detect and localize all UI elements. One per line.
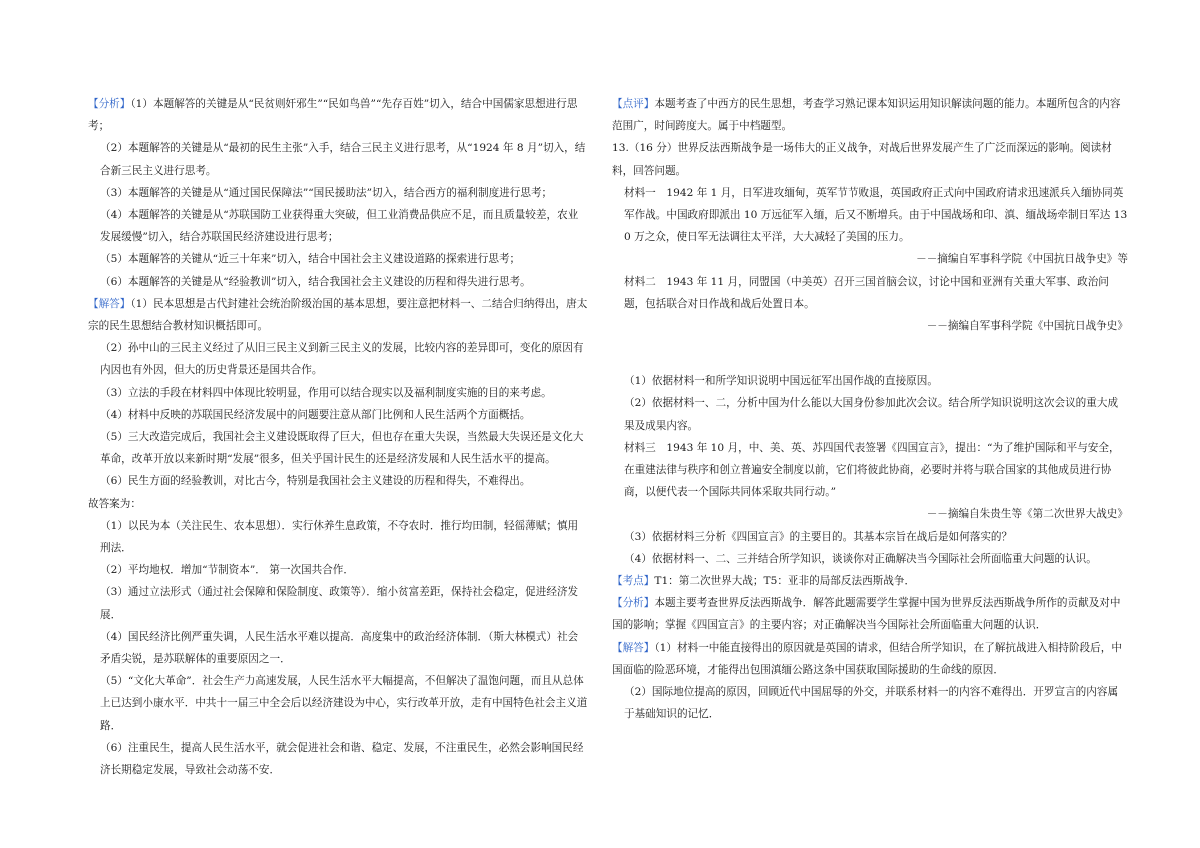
section-tag: 【解答】 [612, 641, 655, 654]
paragraph-text: －－摘编自朱贵生等《第二次世界大战史》 [926, 508, 1128, 521]
paragraph [88, 271, 588, 293]
paragraph [88, 293, 588, 337]
paragraph [88, 426, 588, 470]
paragraph-text: （5）本题解答的关键从“近三十年来”切入，结合中国社会主义建设道路的探索进行思考； [100, 253, 521, 266]
paragraph-text: （1）材料一中能直接得出的原因就是英国的请求，但结合所学知识，在了解抗战进入相持阶段后，中国面临的险恶环境，才能得出包围滇缅公路这条中国获取国际援助的生命线的原因． [612, 641, 1122, 676]
paragraph [88, 626, 588, 670]
paragraph [612, 271, 1128, 315]
paragraph-text: （6）本题解答的关键是从“经验教训”切入，结合我国社会主义建设的历程和得失进行思考。 [100, 275, 531, 288]
section-tag: 【解答】 [88, 297, 131, 310]
paragraph-text: －－摘编自军事科学院《中国抗日战争史》 [926, 320, 1128, 333]
paragraph-text: （4）材料中反映的苏联国民经济发展中的问题要注意从部门比例和人民生活两个方面概括。 [100, 408, 531, 421]
paragraph-text: （4）国民经济比例严重失调，人民生活水平难以提高．高度集中的政治经济体制．（斯大林模式）社会矛盾尖锐，是苏联解体的重要原因之一． [100, 630, 579, 666]
paragraph [88, 137, 588, 181]
paragraph-text: 材料一 1942 年 1 月，日军进攻缅甸，英军节节败退，英国政府正式向中国政府请求迅速派兵入缅协同英军作战。中国政府即派出 10 万远征军入缅，后又不断增兵。由于中国战场和印、滇、缅战场牵制日军达 130 万之众，使日军无法调往太平洋，大大减轻了美国的压力。 [624, 186, 1128, 244]
paragraph [88, 515, 588, 559]
paragraph-text: （1）民本思想是古代封建社会统治阶级治国的基本思想，要注意把材料一、二结合归纳得出，唐太宗的民生思想结合教材知识概括即可。 [88, 297, 588, 333]
paragraph-text: （2）本题解答的关键是从“最初的民生主张”入手，结合三民主义进行思考，从“1924 年 8 月”切入，结合新三民主义进行思考。 [100, 142, 586, 177]
paragraph-text: （2）孙中山的三民主义经过了从旧三民主义到新三民主义的发展，比较内容的差异即可，变化的原因有内因也有外因，但大的历史背景还是国共合作。 [100, 342, 584, 377]
paragraph [612, 437, 1128, 504]
paragraph [88, 248, 588, 270]
paragraph-text: （2）依据材料一、二，分析中国为什么能以大国身份参加此次会议。结合所学知识说明这次会议的重大成果及成果内容。 [624, 397, 1119, 432]
paragraph-text: （1）依据材料一和所学知识说明中国远征军出国作战的直接原因。 [624, 375, 938, 388]
section-tag: 【点评】 [612, 98, 655, 110]
paragraph-text: （2）国际地位提高的原因，回顾近代中国屈辱的外交，并联系材料一的内容不难得出．开罗宣言的内容属于基础知识的记忆． [624, 686, 1119, 721]
section-tag: 【分析】 [612, 597, 655, 610]
paragraph [612, 570, 1128, 592]
paragraph-text: （1）以民为本（关注民生、农本思想）．实行休养生息政策，不夺农时．推行均田制，轻徭薄赋；慎用刑法． [100, 519, 579, 555]
paragraph [612, 637, 1128, 681]
paragraph-text: （3）依据材料三分析《四国宣言》的主要目的。其基本宗旨在战后是如何落实的？ [624, 530, 1013, 543]
paragraph-text: 故答案为： [88, 497, 141, 510]
left-column [88, 93, 588, 781]
paragraph [612, 182, 1128, 249]
paragraph [612, 526, 1128, 548]
paragraph-text: （2）平均地权．增加“节制资本”． 第一次国共合作． [100, 564, 354, 577]
paragraph [612, 548, 1128, 570]
paragraph [88, 470, 588, 492]
paragraph-text: －－摘编自军事科学院《中国抗日战争史》等 [916, 253, 1128, 266]
paragraph-text: T1：第二次世界大战；T5：亚非的局部反法西斯战争． [654, 575, 916, 588]
paragraph [612, 93, 1128, 137]
paragraph [88, 737, 588, 781]
paragraph [88, 93, 588, 137]
paragraph-text: 本题考查了中西方的民生思想，考查学习熟记课本知识运用知识解读问题的能力。本题所包含的内容范围广，时间跨度大。属于中档题型。 [612, 98, 1121, 133]
right-column [612, 93, 1128, 725]
paragraph-text: 13.（16 分）世界反法西斯战争是一场伟大的正义战争，对战后世界发展产生了广泛而深远的影响。阅读材料，回答问题。 [612, 142, 1112, 177]
paragraph [88, 670, 588, 737]
paragraph [88, 581, 588, 625]
paragraph-text: （3）本题解答的关键是从“通过国民保障法”“国民援助法”切入，结合西方的福利制度进行思考； [100, 186, 553, 199]
paragraph [612, 592, 1128, 636]
paragraph [612, 315, 1128, 337]
paragraph-text: （4）依据材料一、二、三并结合所学知识，谈谈你对正确解决当今国际社会所面临重大问题的认识。 [624, 552, 1097, 565]
paragraph [612, 503, 1128, 525]
paragraph-text: （6）注重民生，提高人民生活水平，就会促进社会和谐、稳定、发展，不注重民生，必然会影响国民经济长期稳定发展，导致社会动荡不安． [100, 741, 584, 777]
paragraph-text: （5）“文化大革命”．社会生产力高速发展，人民生活水平大幅提高，不但解决了温饱问题，而且从总体上已达到小康水平．中共十一届三中全会后以经济建设为中心，实行改革开放，走有中国特色社会主义道路． [100, 675, 588, 732]
paragraph-text: 本题主要考查世界反法西斯战争．解答此题需要学生掌握中国为世界反法西斯战争所作的贡献及对中国的影响；掌握《四国宣言》的主要内容；对正确解决当今国际社会所面临重大问题的认识． [612, 597, 1121, 632]
paragraph [612, 392, 1128, 436]
paragraph-text: （4）本题解答的关键是从“苏联国防工业获得重大突破，但工业消费品供应不足，而且质量较差，农业发展缓慢”切入，结合苏联国民经济建设进行思考； [100, 209, 579, 244]
section-tag: 【考点】 [612, 575, 655, 588]
section-tag: 【分析】 [88, 98, 131, 110]
paragraph-text: 材料二 1943 年 11 月，同盟国（中美英）召开三国首脑会议，讨论中国和亚洲有关重大军事、政治问题，包括联合对日作战和战后处置日本。 [624, 275, 1109, 310]
paragraph-text: （1）本题解答的关键是从“民贫则奸邪生”“民如鸟兽”“先存百姓”切入，结合中国儒家思想进行思考； [88, 98, 578, 133]
paragraph [88, 404, 588, 426]
paragraph-text: 材料三 1943 年 10 月，中、美、英、苏四国代表签署《四国宣言》，提出：“为了维护国际和平与安全，在重建法律与秩序和创立普遍安全制度以前，它们将彼此协商，必要时并将与联合国家的其他成员进行协商，以便代表一个国际共同体采取共同行动。” [624, 441, 1120, 499]
paragraph [88, 559, 588, 581]
paragraph-text: （3）立法的手段在材料四中体现比较明显，作用可以结合现实以及福利制度实施的目的来考虑。 [100, 386, 552, 399]
paragraph [612, 370, 1128, 392]
paragraph [88, 493, 588, 515]
paragraph [88, 204, 588, 248]
paragraph [612, 681, 1128, 725]
paragraph [612, 137, 1128, 181]
paragraph [612, 248, 1128, 270]
paragraph [88, 382, 588, 404]
paragraph-text: （3）通过立法形式（通过社会保障和保险制度、政策等）．缩小贫富差距，保持社会稳定，促进经济发展． [100, 586, 579, 621]
paragraph [88, 337, 588, 381]
paragraph-text: （5）三大改造完成后，我国社会主义建设既取得了巨大，但也存在重大失误，当然最大失误还是文化大革命，改革开放以来新时期“发展”很多，但关乎国计民生的还是经济发展和人民生活水平的提高。 [100, 431, 584, 466]
paragraph [612, 337, 1128, 370]
paragraph [88, 182, 588, 204]
paragraph-text: （6）民生方面的经验教训，对比古今，特别是我国社会主义建设的历程和得失，不难得出。 [100, 475, 531, 488]
